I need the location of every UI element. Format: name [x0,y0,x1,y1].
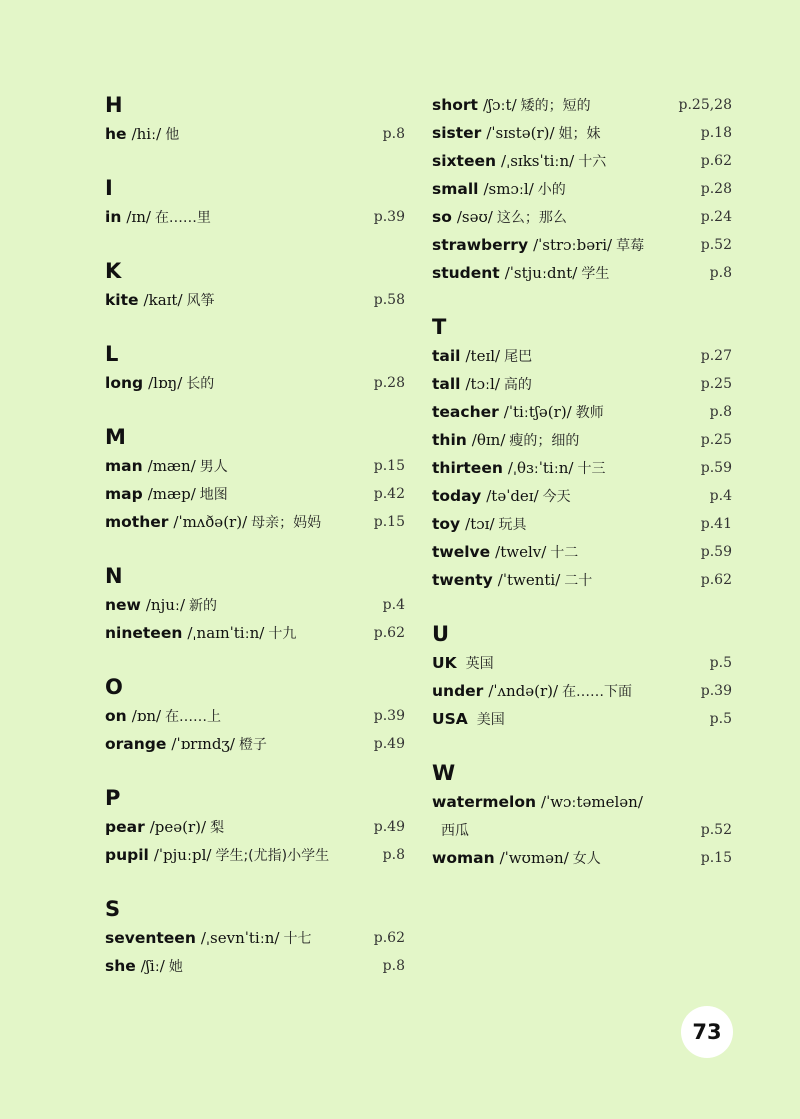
chinese-meaning: 学生 [581,266,610,282]
letter-group [432,91,732,287]
page-reference: p.42 [373,486,405,502]
phonetic: /səʊ/ [456,208,493,226]
letter-heading: H [105,93,123,117]
letter-heading: U [432,622,450,646]
headword: under [432,682,484,700]
page-reference: p.41 [700,516,732,532]
phonetic: /ˈtwenti/ [497,571,561,589]
vocab-entry [432,705,732,733]
page-reference: p.25 [700,376,732,392]
page-reference: p.39 [373,209,405,225]
headword: short [432,96,478,114]
chinese-meaning: 十七 [283,931,312,947]
vocab-entry [432,566,732,594]
headword: thin [432,431,467,449]
letter-heading: S [105,897,121,921]
chinese-meaning: 教师 [575,405,604,421]
phonetic: /θɪn/ [471,431,506,449]
vocab-entry [432,259,732,287]
letter-heading: P [105,786,121,810]
headword: orange [105,735,167,753]
letter-heading: N [105,564,123,588]
chinese-meaning: 草莓 [616,238,645,254]
headword: so [432,208,452,226]
chinese-meaning: 西瓜 [441,823,469,839]
headword: tail [432,347,461,365]
chinese-meaning: 学生;(尤指)小学生 [215,848,330,864]
phonetic: /təˈdeɪ/ [486,487,539,505]
headword: strawberry [432,236,529,254]
phonetic: /ʃɔːt/ [482,96,517,114]
headword: nineteen [105,624,183,642]
headword: seventeen [105,929,196,947]
letter-group [432,312,732,594]
chinese-meaning: 橙子 [238,737,267,753]
letter-group [432,758,732,872]
phonetic: /ˈsɪstə(r)/ [486,124,555,142]
page-reference: p.8 [382,958,405,974]
chinese-meaning: 姐；妹 [558,126,601,142]
letter-group [105,561,405,647]
page-reference: p.18 [700,125,732,141]
chinese-meaning: 新的 [189,598,218,614]
page-reference: p.39 [373,708,405,724]
chinese-meaning: 瘦的；细的 [509,433,580,449]
vocab-entry [105,203,405,231]
letter-heading: K [105,259,122,283]
chinese-meaning: 美国 [476,712,505,728]
page-reference: p.4 [709,488,732,504]
vocab-entry [432,816,732,844]
headword: USA [432,710,468,728]
vocab-entry [432,677,732,705]
phonetic: /mæn/ [147,457,196,475]
phonetic: /ˌθɜːˈtiːn/ [507,459,574,477]
phonetic: /ˈɒrɪndʒ/ [171,735,235,753]
headword: today [432,487,482,505]
letter-heading: W [432,761,456,785]
chinese-meaning: 尾巴 [504,349,533,365]
chinese-meaning: 在……里 [154,210,211,226]
chinese-meaning: 在……下面 [562,684,633,700]
letter-heading: L [105,342,119,366]
vocab-entry [105,702,405,730]
phonetic: /ˈstrɔːbəri/ [533,236,613,254]
phonetic: /twelv/ [495,543,547,561]
headword: in [105,208,122,226]
page-reference: p.5 [709,655,732,671]
chinese-meaning: 十二 [550,545,579,561]
vocab-entry [432,454,732,482]
letter-group [432,619,732,733]
page-reference: p.15 [373,458,405,474]
chinese-meaning: 矮的；短的 [520,98,591,114]
vocab-entry [105,952,405,980]
headword: student [432,264,500,282]
phonetic: /ˈstjuːdnt/ [504,264,578,282]
chinese-meaning: 十九 [268,626,297,642]
headword: woman [432,849,495,867]
phonetic: /ˈwʊmən/ [499,849,569,867]
chinese-meaning: 英国 [465,656,494,672]
page-reference: p.8 [709,404,732,420]
chinese-meaning: 小的 [537,182,566,198]
vocab-entry [432,175,732,203]
vocab-entry [432,649,732,677]
page-reference: p.28 [700,181,732,197]
page-reference: p.15 [700,850,732,866]
phonetic: /ʃiː/ [140,957,165,975]
vocab-entry [105,924,405,952]
vocab-entry [105,813,405,841]
phonetic: /ˈpjuːpl/ [153,846,212,864]
letter-group [105,422,405,536]
letter-heading: M [105,425,126,449]
headword: long [105,374,144,392]
phonetic: /ɪn/ [126,208,151,226]
headword: pear [105,818,145,836]
page-reference: p.27 [700,348,732,364]
page-reference: p.49 [373,819,405,835]
vocab-entry [432,119,732,147]
phonetic: /tɔːl/ [465,375,500,393]
vocab-entry [432,398,732,426]
letter-group [105,894,405,980]
letter-group [105,672,405,758]
vocab-entry [432,203,732,231]
headword: toy [432,515,461,533]
vocab-entry [432,788,732,816]
page-reference: p.8 [382,847,405,863]
page-number: 73 [681,1006,733,1058]
phonetic: /njuː/ [145,596,186,614]
headword: man [105,457,143,475]
page-reference: p.59 [700,460,732,476]
phonetic: /ˈʌndə(r)/ [488,682,559,700]
vocab-entry [432,844,732,872]
chinese-meaning: 十六 [578,154,607,170]
chinese-meaning: 风筝 [186,293,215,309]
headword: sixteen [432,152,497,170]
chinese-meaning: 今天 [542,489,571,505]
letter-heading: O [105,675,123,699]
page-reference: p.25,28 [678,97,732,113]
headword: twenty [432,571,493,589]
phonetic: /peə(r)/ [149,818,207,836]
phonetic: /ˌsɪksˈtiːn/ [501,152,575,170]
vocab-entry [432,342,732,370]
page-reference: p.49 [373,736,405,752]
headword: thirteen [432,459,503,477]
vocab-entry [432,231,732,259]
letter-group [105,173,405,231]
chinese-meaning: 他 [165,127,180,143]
vocab-entry [105,286,405,314]
right-column [432,91,732,897]
page-reference: p.28 [373,375,405,391]
phonetic: /ˌnaɪnˈtiːn/ [187,624,265,642]
vocab-entry [432,147,732,175]
page-reference: p.62 [700,572,732,588]
phonetic: /teɪl/ [465,347,501,365]
letter-heading: I [105,176,113,200]
headword: kite [105,291,139,309]
chinese-meaning: 男人 [199,459,228,475]
vocab-entry [105,369,405,397]
phonetic: /ɒn/ [131,707,162,725]
vocab-entry [105,452,405,480]
vocab-entry [105,591,405,619]
page-reference: p.4 [382,597,405,613]
chinese-meaning: 她 [168,959,183,975]
page-reference: p.8 [382,126,405,142]
page-reference: p.52 [700,237,732,253]
chinese-meaning: 地图 [199,487,228,503]
page-reference: p.62 [373,930,405,946]
chinese-meaning: 母亲；妈妈 [251,515,322,531]
letter-group [105,339,405,397]
phonetic: /ˈmʌðə(r)/ [173,513,248,531]
headword: sister [432,124,482,142]
phonetic: /kaɪt/ [143,291,183,309]
chinese-meaning: 在……上 [165,709,222,725]
page-reference: p.62 [373,625,405,641]
letter-heading: T [432,315,447,339]
chinese-meaning: 玩具 [498,517,527,533]
chinese-meaning: 梨 [210,820,225,836]
headword: UK [432,654,457,672]
vocab-entry [105,480,405,508]
vocab-entry [432,482,732,510]
chinese-meaning: 高的 [503,377,532,393]
headword: twelve [432,543,491,561]
phonetic: /mæp/ [147,485,196,503]
page-reference: p.24 [700,209,732,225]
headword: small [432,180,479,198]
chinese-meaning: 十三 [577,461,606,477]
headword: tall [432,375,461,393]
page-reference: p.15 [373,514,405,530]
vocab-entry [105,120,405,148]
page-reference: p.52 [700,822,732,838]
vocab-entry [432,370,732,398]
page-reference: p.39 [700,683,732,699]
letter-group [105,90,405,148]
page-reference: p.59 [700,544,732,560]
phonetic: /tɔɪ/ [465,515,495,533]
chinese-meaning: 女人 [572,851,601,867]
vocab-entry [105,619,405,647]
page-reference: p.5 [709,711,732,727]
left-column [105,90,405,1005]
vocab-entry [105,730,405,758]
vocab-entry [432,91,732,119]
page-reference: p.62 [700,153,732,169]
vocab-entry [105,508,405,536]
chinese-meaning: 长的 [186,376,215,392]
headword: map [105,485,143,503]
vocab-entry [105,841,405,869]
vocab-entry [432,426,732,454]
letter-group [105,256,405,314]
page-reference: p.25 [700,432,732,448]
phonetic: /smɔːl/ [483,180,534,198]
headword: pupil [105,846,149,864]
page-reference: p.58 [373,292,405,308]
headword: teacher [432,403,499,421]
page-reference: p.8 [709,265,732,281]
chinese-meaning: 二十 [564,573,593,589]
headword: on [105,707,127,725]
headword: watermelon [432,793,537,811]
headword: she [105,957,136,975]
headword: he [105,125,127,143]
vocab-entry [432,510,732,538]
phonetic: /ˈwɔːtəmelən/ [541,793,643,811]
phonetic: /ˈtiːtʃə(r)/ [503,403,572,421]
phonetic: /lɒŋ/ [148,374,183,392]
chinese-meaning: 这么；那么 [496,210,567,226]
phonetic: /hiː/ [131,125,162,143]
phonetic: /ˌsevnˈtiːn/ [200,929,280,947]
headword: new [105,596,141,614]
headword: mother [105,513,169,531]
vocab-entry [432,538,732,566]
letter-group [105,783,405,869]
